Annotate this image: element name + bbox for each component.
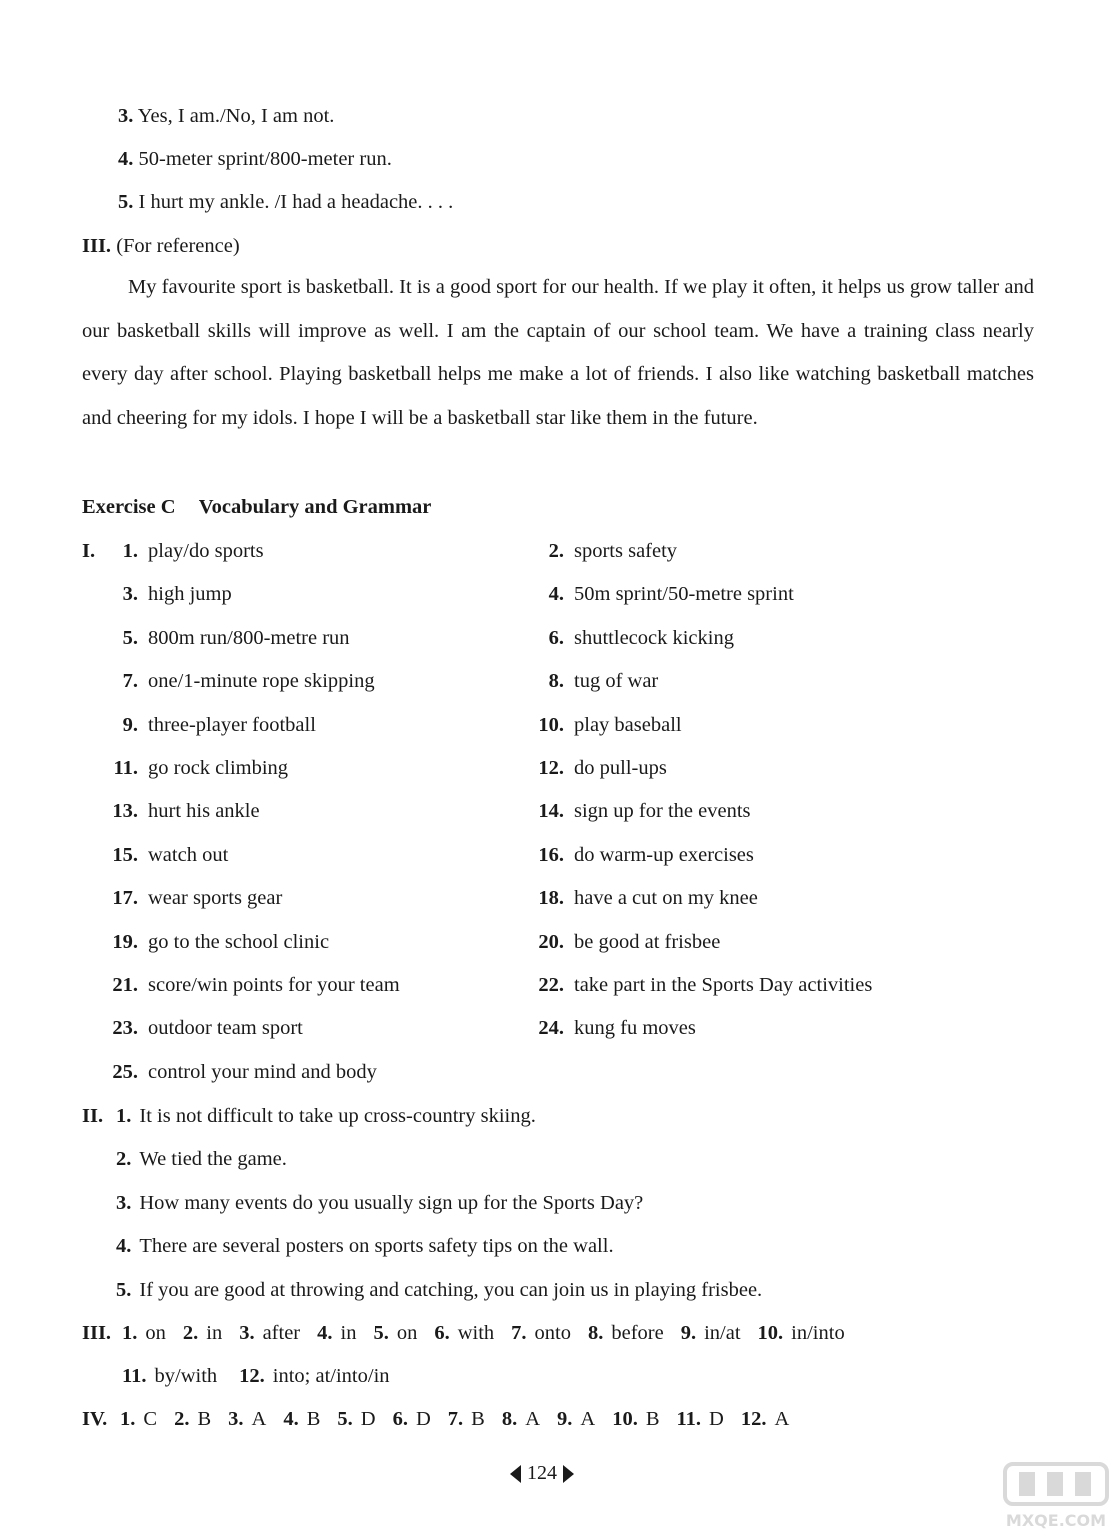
sentence-number: 1. bbox=[116, 1105, 132, 1127]
vocab-number: 25. bbox=[112, 1060, 138, 1083]
vocab-item bbox=[104, 538, 264, 564]
section-3-header: III. (For reference) bbox=[82, 235, 240, 257]
vocab-number: 19. bbox=[112, 930, 138, 953]
answer-text: B bbox=[645, 1408, 660, 1430]
answer-item bbox=[174, 1408, 211, 1430]
answer-number: 8. bbox=[587, 1322, 604, 1344]
answer-item bbox=[393, 1408, 431, 1430]
vocab-text: play baseball bbox=[574, 713, 682, 736]
vocab-number: 16. bbox=[538, 843, 564, 866]
vocab-number: 1. bbox=[122, 540, 138, 562]
part-1-label: I. bbox=[82, 540, 96, 562]
exercise-c-heading: Exercise C Vocabulary and Grammar bbox=[82, 496, 432, 518]
answer-item bbox=[502, 1408, 540, 1430]
vocab-text: play/do sports bbox=[148, 540, 264, 562]
vocab-number: 17. bbox=[112, 887, 138, 910]
vocab-item bbox=[104, 712, 316, 738]
prepositions-row-1 bbox=[122, 1320, 862, 1346]
vocab-text: wear sports gear bbox=[148, 887, 283, 910]
answer-number: 11. bbox=[122, 1365, 147, 1387]
vocab-number: 8. bbox=[548, 670, 564, 693]
vocab-item bbox=[530, 755, 667, 781]
vocab-text: take part in the Sports Day activities bbox=[574, 974, 873, 996]
answer-text: A bbox=[525, 1408, 540, 1430]
vocab-item bbox=[530, 885, 758, 911]
reference-paragraph: My favourite sport is basketball. It is a good sport for our health. If we play it often, it helps us grow taller and our basketball skills will improve as well. I am the captain of our school team. We have a training class nearly every day after school. Playing basketball helps me make a lot of friends. I also like watching basketball matches and cheering for my idols. I hope I will be a basketball star like them in the future. bbox=[82, 276, 1034, 429]
answer-text: on bbox=[396, 1322, 418, 1344]
vocab-item bbox=[530, 538, 677, 564]
answer-number: 9. bbox=[680, 1322, 697, 1344]
vocab-text: 800m run/800-metre run bbox=[148, 626, 350, 649]
answer-text: C bbox=[143, 1408, 158, 1430]
sentence-text: If you are good at throwing and catching, you can join us in playing frisbee. bbox=[139, 1278, 763, 1301]
sentence-number: 5. bbox=[116, 1278, 132, 1301]
answer-item bbox=[557, 1408, 595, 1430]
part-4-label: IV. bbox=[82, 1408, 108, 1430]
answer-number: 7. bbox=[447, 1408, 464, 1430]
vocab-item bbox=[530, 712, 682, 738]
answer-number: 5. bbox=[373, 1322, 389, 1344]
answer-item bbox=[373, 1322, 417, 1344]
vocab-item bbox=[104, 929, 329, 955]
vocab-number: 23. bbox=[112, 1017, 138, 1040]
vocab-text: sports safety bbox=[574, 540, 678, 562]
vocab-item bbox=[104, 885, 282, 911]
vocab-text: go rock climbing bbox=[148, 757, 289, 779]
vocab-number: 22. bbox=[538, 974, 564, 996]
answer-item bbox=[239, 1365, 389, 1387]
answer-number: 11. bbox=[676, 1408, 701, 1430]
vocab-item bbox=[530, 625, 734, 651]
answer-text: A bbox=[580, 1408, 596, 1430]
prev-page-icon bbox=[510, 1465, 521, 1483]
answer-text: onto bbox=[534, 1322, 571, 1344]
page-number: 124 bbox=[527, 1462, 557, 1484]
sentence-item bbox=[116, 1233, 614, 1259]
choices-row bbox=[120, 1406, 806, 1432]
answer-text: B bbox=[471, 1408, 485, 1430]
sentence-text: How many events do you usually sign up for the Sports Day? bbox=[139, 1191, 644, 1214]
answer-number: 1. bbox=[122, 1322, 138, 1344]
vocab-item bbox=[104, 972, 400, 998]
answer-item bbox=[511, 1322, 571, 1344]
top-item-4: 4. 50-meter sprint/800-meter run. bbox=[118, 148, 392, 170]
vocab-text: tug of war bbox=[574, 670, 659, 693]
page-number-footer bbox=[510, 1462, 574, 1485]
answer-item bbox=[228, 1408, 266, 1430]
answer-text: by/with bbox=[154, 1365, 218, 1387]
answer-text: B bbox=[197, 1408, 212, 1430]
vocab-number: 10. bbox=[538, 713, 564, 736]
answer-number: 7. bbox=[511, 1322, 527, 1344]
answer-item bbox=[122, 1322, 166, 1344]
vocab-text: high jump bbox=[148, 583, 232, 606]
vocab-text: watch out bbox=[148, 843, 229, 866]
vocab-item bbox=[530, 581, 794, 607]
vocab-text: hurt his ankle bbox=[148, 800, 260, 823]
vocab-item bbox=[530, 972, 872, 998]
vocab-text: 50m sprint/50-metre sprint bbox=[574, 583, 794, 606]
answer-number: 2. bbox=[174, 1408, 190, 1430]
answer-item bbox=[434, 1322, 494, 1344]
answer-number: 4. bbox=[283, 1408, 299, 1430]
vocab-number: 5. bbox=[122, 626, 138, 649]
vocab-text: kung fu moves bbox=[574, 1017, 696, 1040]
answer-item bbox=[448, 1408, 485, 1430]
answer-text: D bbox=[709, 1408, 724, 1430]
answer-text: before bbox=[611, 1322, 664, 1344]
vocab-item bbox=[104, 798, 260, 824]
answer-item bbox=[337, 1408, 375, 1430]
answer-text: in/into bbox=[791, 1322, 845, 1344]
vocab-item bbox=[530, 668, 658, 694]
vocab-text: sign up for the events bbox=[574, 800, 751, 823]
answer-number: 3. bbox=[228, 1408, 244, 1430]
answer-item bbox=[122, 1365, 217, 1387]
vocab-number: 13. bbox=[112, 800, 138, 823]
answer-number: 3. bbox=[239, 1322, 255, 1344]
answer-number: 10. bbox=[757, 1322, 784, 1344]
sentence-item bbox=[116, 1277, 762, 1303]
sentence-number: 4. bbox=[116, 1235, 132, 1258]
vocab-item bbox=[530, 842, 754, 868]
sentence-text: We tied the game. bbox=[139, 1148, 287, 1171]
sentence-item bbox=[116, 1146, 287, 1172]
vocab-number: 12. bbox=[538, 757, 564, 779]
top-item-3: 3. Yes, I am./No, I am not. bbox=[118, 105, 335, 127]
prepositions-row-2 bbox=[122, 1363, 412, 1389]
vocab-number: 11. bbox=[113, 757, 138, 779]
sentence-number: 3. bbox=[116, 1191, 132, 1214]
vocab-text: be good at frisbee bbox=[574, 930, 721, 953]
answer-number: 12. bbox=[239, 1365, 265, 1387]
answer-text: in bbox=[340, 1322, 357, 1344]
vocab-item bbox=[104, 625, 350, 651]
vocab-number: 14. bbox=[538, 800, 564, 823]
vocab-text: one/1-minute rope skipping bbox=[148, 670, 375, 693]
vocab-item bbox=[530, 798, 751, 824]
answer-item bbox=[588, 1322, 664, 1344]
answer-item bbox=[677, 1408, 724, 1430]
vocab-text: shuttlecock kicking bbox=[574, 626, 734, 649]
top-item-5: 5. I hurt my ankle. /I had a headache. . . . bbox=[118, 191, 454, 213]
answer-text: on bbox=[145, 1322, 166, 1344]
vocab-number: 20. bbox=[538, 930, 564, 953]
vocab-number: 2. bbox=[548, 540, 564, 562]
answer-number: 1. bbox=[120, 1408, 136, 1430]
vocab-item bbox=[104, 581, 232, 607]
sentence-item bbox=[116, 1190, 643, 1216]
vocab-number: 21. bbox=[112, 974, 138, 996]
vocab-text: control your mind and body bbox=[148, 1060, 377, 1083]
vocab-text: three-player football bbox=[148, 713, 316, 736]
vocab-number: 24. bbox=[538, 1017, 564, 1040]
sentence-number: 2. bbox=[116, 1148, 132, 1171]
answer-text: in bbox=[206, 1322, 223, 1344]
vocab-number: 4. bbox=[548, 583, 564, 606]
vocab-text: do warm-up exercises bbox=[574, 843, 754, 866]
answer-number: 4. bbox=[317, 1322, 333, 1344]
answer-text: with bbox=[457, 1322, 495, 1344]
answer-text: in/at bbox=[704, 1322, 741, 1344]
vocab-item bbox=[104, 755, 288, 781]
answer-text: B bbox=[306, 1408, 321, 1430]
answer-text: D bbox=[360, 1408, 376, 1430]
answer-number: 12. bbox=[740, 1408, 767, 1430]
answer-item bbox=[183, 1322, 222, 1344]
sentence-text: There are several posters on sports safety tips on the wall. bbox=[139, 1235, 614, 1258]
vocab-text: score/win points for your team bbox=[148, 974, 400, 996]
vocab-text: have a cut on my knee bbox=[574, 887, 758, 910]
answer-text: A bbox=[774, 1408, 790, 1430]
next-page-icon bbox=[563, 1465, 574, 1483]
vocab-number: 7. bbox=[122, 670, 138, 693]
answer-text: after bbox=[262, 1322, 301, 1344]
answer-number: 2. bbox=[182, 1322, 199, 1344]
sentence-text: It is not difficult to take up cross-country skiing. bbox=[139, 1105, 536, 1127]
watermark-text: MXQE.COM bbox=[1005, 1511, 1107, 1530]
vocab-text: do pull-ups bbox=[574, 757, 667, 779]
answer-item bbox=[120, 1408, 157, 1430]
part-3-label: III. bbox=[82, 1322, 112, 1344]
vocab-number: 9. bbox=[122, 713, 138, 736]
answer-item bbox=[283, 1408, 320, 1430]
vocab-item bbox=[104, 1015, 303, 1041]
answer-number: 5. bbox=[337, 1408, 353, 1430]
part-2-label: II. bbox=[82, 1105, 104, 1127]
answer-number: 9. bbox=[557, 1408, 573, 1430]
answer-text: into; at/into/in bbox=[272, 1365, 390, 1387]
vocab-number: 18. bbox=[538, 887, 564, 910]
answer-item bbox=[612, 1408, 659, 1430]
watermark-graphic bbox=[1001, 1458, 1111, 1532]
answer-number: 8. bbox=[501, 1408, 518, 1430]
vocab-text: outdoor team sport bbox=[148, 1017, 303, 1040]
answer-item bbox=[741, 1408, 789, 1430]
vocab-item bbox=[104, 842, 228, 868]
sentence-item bbox=[116, 1103, 536, 1129]
watermark-logo bbox=[1001, 1458, 1111, 1532]
answer-number: 6. bbox=[434, 1322, 450, 1344]
answer-text: D bbox=[415, 1408, 431, 1430]
answer-item bbox=[317, 1322, 356, 1344]
vocab-item bbox=[104, 668, 375, 694]
answer-number: 10. bbox=[612, 1408, 638, 1430]
vocab-number: 15. bbox=[112, 843, 138, 866]
vocab-text: go to the school clinic bbox=[148, 930, 330, 953]
answer-item bbox=[681, 1322, 741, 1344]
vocab-number: 6. bbox=[548, 626, 564, 649]
vocab-item bbox=[104, 1059, 377, 1085]
vocab-item bbox=[530, 1015, 696, 1041]
answer-number: 6. bbox=[392, 1408, 408, 1430]
answer-item bbox=[758, 1322, 845, 1344]
answer-text: A bbox=[251, 1408, 267, 1430]
answer-item bbox=[239, 1322, 300, 1344]
vocab-item bbox=[530, 929, 720, 955]
vocab-number: 3. bbox=[122, 583, 138, 606]
